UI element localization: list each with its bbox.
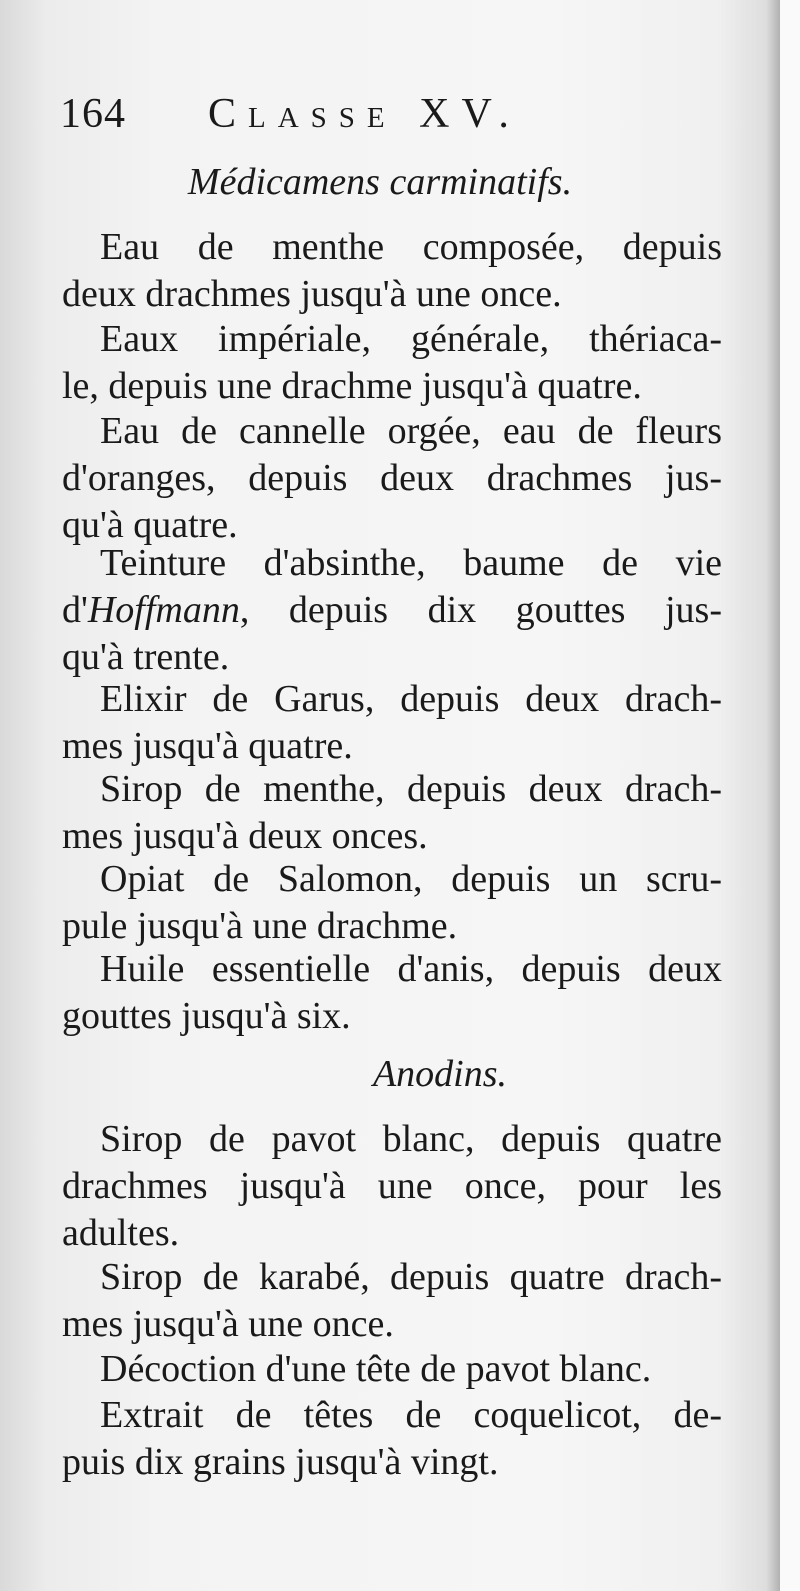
entry-line: mes jusqu'à deux onces.: [62, 815, 428, 857]
entry-extrait-coquelicot: [62, 1392, 722, 1486]
entry-line: puis dix grains jusqu'à vingt.: [62, 1441, 499, 1483]
entry-line: deux drachmes jusqu'à une once.: [62, 273, 562, 315]
entry-sirop-pavot: [62, 1116, 722, 1257]
entry-line: d'oranges, depuis deux drachmes jus-: [62, 457, 722, 499]
entry-line: Huile essentielle d'anis, depuis deux: [100, 948, 722, 990]
page-header: [60, 82, 720, 142]
section-title-carminatifs: Médicamens carminatifs.: [187, 161, 573, 203]
entry-huile-anis: [62, 946, 722, 1040]
entry-line: Eaux impériale, générale, thériaca-: [100, 318, 722, 360]
entry-eaux-imperiale: [62, 316, 722, 410]
entry-line: Eau de menthe composée, depuis: [100, 226, 722, 268]
entry-line: pule jusqu'à une drachme.: [62, 905, 458, 947]
entry-line: adultes.: [62, 1212, 180, 1254]
entry-line: Sirop de pavot blanc, depuis quatre: [100, 1118, 722, 1160]
running-head: Classe XV.: [208, 91, 521, 137]
entry-line: Eau de cannelle orgée, eau de fleurs: [100, 410, 722, 452]
entry-decoction-pavot: [62, 1346, 722, 1393]
entry-line: d'Hoffmann, depuis dix gouttes jus-: [62, 589, 722, 631]
entry-line: qu'à trente.: [62, 636, 230, 678]
entry-line: le, depuis une drachme jusqu'à quatre.: [62, 365, 642, 407]
entry-line: Sirop de menthe, depuis deux drach-: [100, 768, 722, 810]
entry-opiat-salomon: [62, 856, 722, 950]
proper-name: Hoffmann: [87, 589, 240, 631]
entry-line: Elixir de Garus, depuis deux drach-: [100, 678, 722, 720]
entry-line: drachmes jusqu'à une once, pour les: [62, 1165, 722, 1207]
entry-line: mes jusqu'à quatre.: [62, 725, 353, 767]
entry-line: Sirop de karabé, depuis quatre drach-: [100, 1256, 722, 1298]
page-number: 164: [60, 91, 126, 137]
entry-line: Teinture d'absinthe, baume de vie: [100, 542, 722, 584]
section-title-anodins: Anodins.: [372, 1053, 508, 1095]
entry-line: gouttes jusqu'à six.: [62, 995, 351, 1037]
entry-eau-de-menthe: [62, 224, 722, 318]
entry-line: Extrait de têtes de coquelicot, de-: [100, 1394, 722, 1436]
entry-sirop-menthe: [62, 766, 722, 860]
entry-line: Décoction d'une tête de pavot blanc.: [100, 1348, 652, 1390]
entry-teinture-absinthe: [62, 540, 722, 681]
entry-elixir-garus: [62, 676, 722, 770]
entry-sirop-karabe: [62, 1254, 722, 1348]
scan-margin: [780, 0, 800, 1591]
entry-line: Opiat de Salomon, depuis un scru-: [100, 858, 722, 900]
entry-line: mes jusqu'à une once.: [62, 1303, 394, 1345]
entry-line: qu'à quatre.: [62, 504, 238, 546]
entry-eau-de-cannelle: [62, 408, 722, 549]
